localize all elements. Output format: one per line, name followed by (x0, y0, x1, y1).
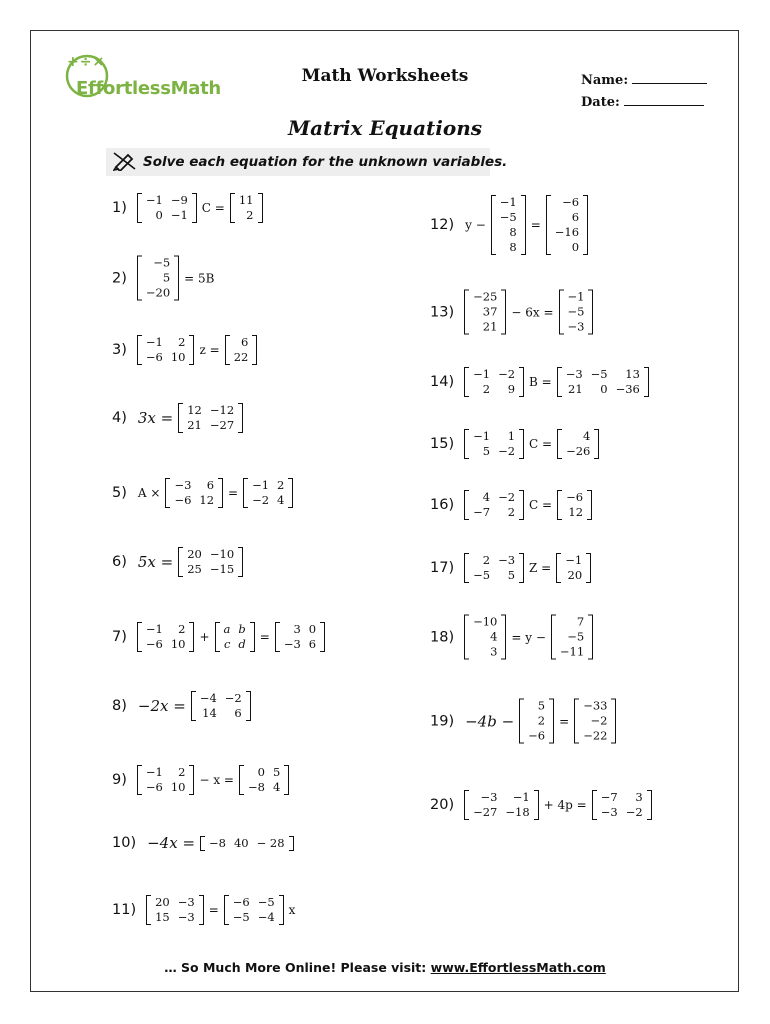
matrix-cell: −3 (498, 553, 516, 567)
matrix (137, 256, 179, 301)
right-bracket (218, 478, 223, 508)
matrix (178, 547, 243, 577)
matrix-cell: 12 (187, 403, 202, 417)
problem-9 (112, 765, 291, 795)
right-bracket (189, 765, 194, 795)
matrix-cell: −26 (566, 444, 591, 458)
matrix-cell: −1 (567, 289, 585, 304)
matrix-cell: −6 (145, 637, 163, 651)
matrix (178, 403, 243, 433)
operator: 3x = (137, 409, 174, 427)
matrix-cell: −1 (499, 195, 517, 209)
operator: = (559, 714, 570, 728)
problem-number: 2) (112, 270, 127, 286)
matrix-cell: − 28 (256, 835, 285, 850)
matrix-cell: −1 (145, 193, 163, 207)
right-bracket (289, 836, 294, 851)
matrix (200, 836, 294, 851)
right-bracket (644, 367, 649, 397)
matrix (557, 367, 649, 397)
matrix-cell: −8 (209, 835, 226, 850)
matrix (551, 615, 593, 660)
right-bracket (501, 290, 506, 335)
matrix-cell: −4 (199, 691, 217, 705)
date-field[interactable] (581, 93, 704, 110)
matrix (556, 553, 591, 583)
matrix (464, 553, 524, 583)
problem-number: 1) (112, 200, 127, 216)
matrix-cell: 7 (576, 614, 585, 629)
matrix-cell: −5 (232, 910, 250, 924)
matrix (224, 895, 284, 925)
problem-12 (430, 195, 590, 255)
right-bracket (549, 699, 554, 744)
matrix-cell: −6 (528, 728, 546, 743)
problem-16 (430, 490, 594, 520)
matrix-cell: −15 (209, 562, 235, 576)
operator: + 4p = (543, 798, 587, 812)
matrix-cell: −10 (473, 614, 498, 629)
matrix-cell: −5 (567, 304, 585, 319)
problem-17 (430, 553, 593, 583)
matrix-cell: −16 (554, 225, 580, 239)
matrix-cell: −3 (283, 637, 301, 651)
matrix-cell: −1 (473, 429, 491, 443)
matrix-cell: 22 (233, 350, 249, 364)
matrix (519, 699, 554, 744)
operator: = y − (511, 630, 546, 644)
matrix-cell: 21 (568, 382, 583, 396)
matrix-cell: −1 (512, 790, 530, 804)
matrix (464, 490, 524, 520)
operator: z = (199, 343, 220, 357)
matrix-cell: 8 (509, 240, 517, 254)
operator: = 5B (184, 271, 215, 285)
matrix-cell: −2 (224, 691, 242, 705)
matrix-cell: −27 (209, 418, 235, 432)
operator: 5x = (137, 553, 174, 571)
matrix (491, 195, 526, 255)
matrix-cell: 5 (537, 698, 546, 713)
matrix-cell: 21 (187, 418, 202, 432)
right-bracket (192, 193, 197, 223)
matrix-cell: −36 (615, 382, 640, 396)
footer-text: … So Much More Online! Please visit: (164, 960, 431, 975)
matrix-cell: 5 (272, 765, 281, 779)
matrix-cell: 4 (490, 629, 498, 644)
matrix (137, 193, 197, 223)
matrix-cell: 20 (187, 547, 202, 561)
problem-19 (430, 699, 618, 744)
matrix-cell: −3 (480, 790, 498, 804)
right-bracket (519, 553, 524, 583)
matrix-cell: 2 (178, 335, 186, 349)
problem-6 (112, 547, 245, 577)
matrix-cell: 10 (170, 350, 186, 364)
right-bracket (238, 403, 243, 433)
problem-number: 19) (430, 713, 455, 729)
right-bracket (199, 895, 204, 925)
matrix-cell: 1 (507, 429, 516, 443)
matrix-cell: 0 (600, 382, 608, 396)
matrix (557, 490, 592, 520)
footer-link[interactable]: www.EffortlessMath.com (430, 960, 606, 975)
matrix-cell: −25 (473, 289, 498, 304)
problem-number: 18) (430, 629, 455, 645)
matrix-cell: 6 (308, 637, 317, 651)
matrix-cell: 37 (482, 304, 498, 319)
matrix-cell: −7 (473, 505, 491, 519)
problem-1 (112, 193, 265, 223)
problem-number: 13) (430, 304, 455, 320)
matrix-cell: 6 (571, 210, 580, 224)
matrix (191, 691, 251, 721)
matrix (137, 765, 195, 795)
matrix-cell: 2 (246, 208, 254, 222)
matrix-cell: −3 (177, 910, 195, 924)
matrix-cell: −7 (600, 790, 618, 804)
right-bracket (189, 335, 194, 365)
right-bracket (534, 790, 539, 820)
matrix-cell: 3 (490, 644, 498, 659)
matrix-cell: 25 (187, 562, 202, 576)
operator: C = (529, 437, 553, 451)
matrix-cell: 4 (272, 780, 281, 794)
matrix-cell: c (223, 637, 231, 651)
problem-number: 10) (112, 835, 137, 851)
matrix-cell: −2 (590, 713, 608, 728)
right-bracket (586, 553, 591, 583)
matrix-cell: 4 (482, 490, 491, 504)
operator: B = (529, 375, 552, 389)
problem-number: 16) (430, 497, 455, 513)
matrix-cell: 40 (233, 835, 249, 850)
matrix (464, 615, 506, 660)
matrix (464, 367, 524, 397)
matrix-cell: b (238, 622, 246, 636)
matrix-cell: −8 (248, 780, 265, 794)
matrix-cell: −18 (505, 805, 530, 819)
matrix-cell: 5 (162, 270, 171, 285)
problem-number: 6) (112, 554, 127, 570)
matrix-cell: 21 (482, 319, 498, 334)
matrix (275, 622, 325, 652)
name-field[interactable] (581, 71, 707, 88)
right-bracket (258, 193, 263, 223)
right-bracket (250, 622, 255, 652)
matrix-cell: 20 (567, 568, 583, 582)
problem-number: 8) (112, 698, 127, 714)
problem-13 (430, 290, 595, 335)
matrix-cell: −1 (170, 208, 188, 222)
matrix (243, 478, 293, 508)
operator: y − (465, 218, 486, 232)
matrix-cell: −4 (257, 910, 275, 924)
matrix-cell: −1 (473, 367, 491, 381)
matrix-cell: 12 (199, 493, 215, 507)
matrix-cell: 12 (568, 505, 584, 519)
right-bracket (238, 547, 243, 577)
matrix-cell: 14 (202, 706, 217, 720)
problem-15 (430, 429, 601, 459)
right-bracket (252, 335, 257, 365)
operator: −2x = (137, 697, 186, 715)
right-bracket (594, 429, 599, 459)
operator: = (530, 218, 541, 232)
problem-number: 14) (430, 374, 455, 390)
matrix-cell: 2 (178, 765, 186, 779)
right-bracket (501, 615, 506, 660)
operator: − x = (199, 773, 234, 787)
matrix-cell: 6 (206, 478, 215, 492)
operator: + (199, 630, 210, 644)
matrix (215, 622, 255, 652)
right-bracket (587, 490, 592, 520)
matrix-cell: 0 (155, 208, 163, 222)
matrix-cell: −3 (177, 895, 195, 909)
matrix-cell: a (223, 622, 231, 636)
problem-number: 12) (430, 217, 455, 233)
right-bracket (519, 367, 524, 397)
problem-11 (112, 895, 298, 925)
matrix-cell: 5 (482, 444, 491, 458)
right-bracket (521, 195, 526, 255)
operator: C = (529, 498, 553, 512)
matrix-cell: −2 (252, 493, 270, 507)
matrix-cell: −5 (499, 210, 517, 224)
matrix-cell: −5 (590, 367, 608, 381)
matrix-cell: −6 (174, 493, 192, 507)
matrix-cell: −12 (209, 403, 235, 417)
right-bracket (284, 765, 289, 795)
matrix-cell: 2 (482, 553, 491, 567)
matrix-cell: 4 (277, 493, 285, 507)
matrix-cell: −5 (473, 568, 491, 582)
matrix (225, 335, 258, 365)
right-bracket (519, 429, 524, 459)
matrix-cell: −6 (562, 195, 580, 209)
matrix (574, 699, 616, 744)
matrix-cell: −3 (174, 478, 192, 492)
matrix (557, 429, 599, 459)
matrix (592, 790, 652, 820)
matrix-cell: −1 (565, 553, 583, 567)
problem-number: 11) (112, 902, 137, 918)
matrix-cell: 11 (238, 193, 254, 207)
matrix-cell: 9 (507, 382, 516, 396)
matrix-cell: 2 (277, 478, 285, 492)
problem-7 (112, 622, 327, 652)
matrix-cell: 0 (308, 622, 317, 636)
matrix-cell: −11 (559, 644, 585, 659)
matrix-cell: −10 (209, 547, 235, 561)
operator: = (259, 630, 270, 644)
problem-number: 20) (430, 797, 455, 813)
matrix-cell: −20 (145, 285, 171, 300)
matrix (230, 193, 263, 223)
matrix (464, 790, 539, 820)
name-label: Name: (581, 73, 629, 88)
operator: A × (137, 486, 161, 500)
matrix-cell: 10 (170, 637, 186, 651)
problem-number: 15) (430, 436, 455, 452)
problem-4 (112, 403, 245, 433)
matrix (546, 195, 588, 255)
matrix-cell: −2 (625, 805, 643, 819)
matrix-cell: −9 (170, 193, 188, 207)
problem-2 (112, 256, 218, 301)
problem-number: 7) (112, 629, 127, 645)
matrix-cell: 10 (170, 780, 186, 794)
matrix-cell: −1 (145, 622, 163, 636)
right-bracket (189, 622, 194, 652)
matrix-cell: −6 (232, 895, 250, 909)
matrix-cell: −22 (583, 728, 608, 743)
matrix-cell: 6 (234, 706, 242, 720)
right-bracket (320, 622, 325, 652)
matrix-cell: 15 (155, 910, 170, 924)
right-bracket (588, 615, 593, 660)
matrix-cell: 8 (509, 225, 517, 239)
matrix (464, 429, 524, 459)
matrix-cell: 20 (155, 895, 170, 909)
operator: −4b − (465, 712, 515, 730)
matrix-cell: −1 (145, 335, 163, 349)
matrix (137, 335, 195, 365)
problem-3 (112, 335, 259, 365)
matrix-cell: −2 (498, 367, 516, 381)
matrix-cell: −2 (498, 490, 516, 504)
matrix-cell: 4 (583, 429, 591, 443)
operator: − 6x = (511, 305, 554, 319)
header-title: Math Worksheets (301, 66, 469, 86)
date-label: Date: (581, 95, 620, 110)
operator: = (208, 903, 219, 917)
matrix-cell: 13 (625, 367, 640, 381)
matrix-cell: −5 (257, 895, 275, 909)
matrix-cell: −2 (498, 444, 516, 458)
problem-8 (112, 691, 253, 721)
footer (0, 960, 770, 975)
matrix-cell: −6 (145, 350, 163, 364)
right-bracket (174, 256, 179, 301)
matrix (559, 290, 594, 335)
problem-number: 5) (112, 485, 127, 501)
matrix-cell: −5 (567, 629, 585, 644)
problem-number: 17) (430, 560, 455, 576)
problem-number: 3) (112, 342, 127, 358)
problem-14 (430, 367, 651, 397)
matrix-cell: d (238, 637, 246, 651)
matrix (464, 290, 506, 335)
operator: C = (201, 201, 225, 215)
matrix-cell: −3 (565, 367, 583, 381)
instruction-text: Solve each equation for the unknown variables. (143, 154, 508, 170)
operator: = (228, 486, 239, 500)
matrix-cell: 2 (482, 382, 491, 396)
matrix-cell: −5 (153, 255, 171, 270)
problem-10 (112, 834, 296, 852)
logo-symbols: +÷× (67, 54, 106, 70)
matrix-cell: 5 (507, 568, 516, 582)
matrix-cell: −27 (473, 805, 498, 819)
operator: Z = (529, 561, 552, 575)
problem-number: 4) (112, 410, 127, 426)
matrix-cell: −1 (145, 765, 163, 779)
right-bracket (279, 895, 284, 925)
matrix-cell: −1 (252, 478, 270, 492)
date-blank[interactable] (624, 93, 704, 106)
matrix-cell: 6 (241, 335, 249, 349)
matrix-cell: 0 (571, 240, 580, 254)
problem-20 (430, 790, 654, 820)
right-bracket (519, 490, 524, 520)
matrix-cell: −3 (600, 805, 618, 819)
operator: x (288, 903, 296, 917)
right-bracket (583, 195, 588, 255)
problem-5 (112, 478, 295, 508)
matrix-cell: 2 (178, 622, 186, 636)
matrix-cell: −6 (566, 490, 584, 504)
matrix-cell: 0 (257, 765, 265, 779)
matrix (146, 895, 204, 925)
sheet-title: Matrix Equations (287, 116, 483, 140)
right-bracket (588, 290, 593, 335)
right-bracket (288, 478, 293, 508)
matrix-cell: −33 (583, 698, 608, 713)
matrix (137, 622, 195, 652)
matrix-cell: −6 (145, 780, 163, 794)
logo-name: EffortlessMath (76, 78, 221, 99)
matrix-cell: 3 (635, 790, 643, 804)
matrix-cell: 2 (537, 713, 546, 728)
problem-number: 9) (112, 772, 127, 788)
matrix-cell: 2 (507, 505, 516, 519)
matrix (165, 478, 223, 508)
operator: −4x = (147, 834, 196, 852)
name-blank[interactable] (632, 71, 707, 84)
right-bracket (647, 790, 652, 820)
problem-18 (430, 615, 595, 660)
right-bracket (611, 699, 616, 744)
right-bracket (246, 691, 251, 721)
matrix-cell: 3 (293, 622, 301, 636)
pencil-icon (113, 151, 137, 171)
matrix (239, 765, 289, 795)
matrix-cell: −3 (567, 319, 585, 334)
